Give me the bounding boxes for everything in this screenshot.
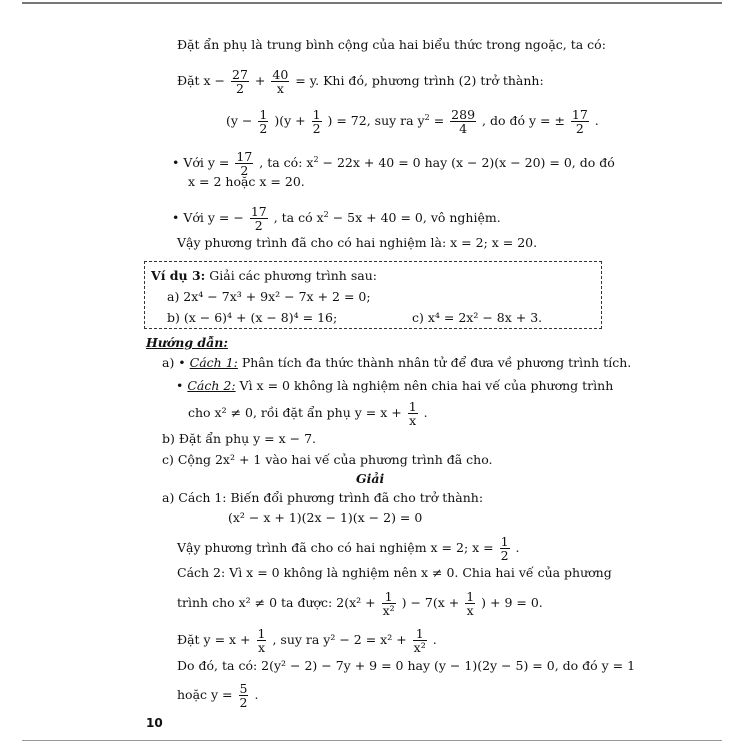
solution-line: trình cho x² ≠ 0 ta được: 2(x² + $\frac{1}{\text{x²}}$ ) − 7(x + $\frac{1}{x}$ ) + 9 = 0.	[177, 589, 543, 618]
fraction: $\frac{17}{2}$	[571, 107, 588, 136]
text-line: x = 2 hoặc x = 20.	[188, 174, 305, 189]
fraction: $\frac{17}{2}$	[236, 149, 253, 178]
solution-line: Do đó, ta có: 2(y² − 2) − 7y + 9 = 0 hay (y − 1)(2y − 5) = 0, do đó y = 1	[177, 658, 636, 673]
guide-line: a) • Cách 1: Phân tích đa thức thành nhân tử để đưa về phương trình tích.	[162, 355, 632, 370]
example-part-c: c) x⁴ = 2x² − 8x + 3.	[412, 310, 543, 325]
top-rule	[22, 2, 722, 4]
example-title: Ví dụ 3: Giải các phương trình sau:	[151, 268, 377, 283]
equation-line: (y − $\frac{1}{2}$ )(y + $\frac{1}{2}$ ) = 72, suy ra $y^2$ = $\frac{289}{4}$ , do đó y = ± $\frac{17}{2}$ .	[226, 107, 599, 136]
fraction: $\frac{5}{2}$	[239, 681, 248, 710]
fraction: $\frac{1}{\text{x²}}$	[413, 626, 426, 655]
text-line-substitution: Đặt x − $\frac{27}{2}$ + $\frac{40}{x}$ = y. Khi đó, phương trình (2) trở thành:	[177, 67, 544, 96]
fraction: $\frac{40}{x}$	[272, 67, 289, 96]
solution-equation: (x² − x + 1)(2x − 1)(x − 2) = 0	[228, 510, 423, 525]
guide-line: cho x² ≠ 0, rồi đặt ẩn phụ y = x + $\frac{1}{x}$ .	[188, 399, 428, 428]
example-part-b: b) (x − 6)⁴ + (x − 8)⁴ = 16;	[167, 310, 338, 325]
fraction: $\frac{27}{2}$	[232, 67, 248, 96]
solution-line: Cách 2: Vì x = 0 không là nghiệm nên x ≠ 0. Chia hai vế của phương	[177, 565, 612, 580]
fraction: $\frac{1}{x}$	[466, 589, 475, 618]
example-part-a: a) 2x⁴ − 7x³ + 9x² − 7x + 2 = 0;	[167, 289, 371, 304]
bullet-line: • Với y = − $\frac{17}{2}$ , ta có $x^2 - 5x + 40 = 0$, vô nghiệm.	[172, 204, 501, 233]
guide-line: • Cách 2: Vì x = 0 không là nghiệm nên chia hai vế của phương trình	[176, 378, 614, 393]
fraction: $\frac{1}{2}$	[312, 107, 321, 136]
fraction: $\frac{17}{2}$	[250, 204, 267, 233]
guide-line: b) Đặt ẩn phụ y = x − 7.	[162, 431, 317, 446]
bullet-line: • Với y = $\frac{17}{2}$ , ta có: $x^2 - 22x + 40 = 0$ hay (x − 2)(x − 20) = 0, do đó	[172, 149, 615, 178]
solution-line: Vậy phương trình đã cho có hai nghiệm x = 2; x = $\frac{1}{2}$ .	[177, 534, 520, 563]
text-line: Vậy phương trình đã cho có hai nghiệm là: x = 2; x = 20.	[177, 235, 538, 250]
fraction: $\frac{1}{2}$	[259, 107, 268, 136]
bottom-rule	[22, 740, 722, 741]
text-line: Đặt ẩn phụ là trung bình cộng của hai biểu thức trong ngoặc, ta có:	[177, 37, 606, 52]
fraction: $\frac{1}{2}$	[500, 534, 509, 563]
page-number: 10	[146, 716, 163, 730]
solution-line: Đặt y = x + $\frac{1}{x}$ , suy ra y² − 2 = x² + $\frac{1}{\text{x²}}$ .	[177, 626, 437, 655]
fraction: $\frac{1}{x}$	[257, 626, 266, 655]
solution-line: a) Cách 1: Biến đổi phương trình đã cho trở thành:	[162, 490, 484, 505]
guide-line: c) Cộng 2x² + 1 vào hai vế của phương trình đã cho.	[162, 452, 493, 467]
solution-heading: Giải	[356, 471, 385, 486]
fraction: $\frac{1}{\text{x²}}$	[382, 589, 395, 618]
guide-heading: Hướng dẫn:	[146, 335, 228, 350]
solution-line: hoặc y = $\frac{5}{2}$ .	[177, 681, 259, 710]
fraction: $\frac{289}{4}$	[451, 107, 476, 136]
fraction: $\frac{1}{x}$	[408, 399, 417, 428]
